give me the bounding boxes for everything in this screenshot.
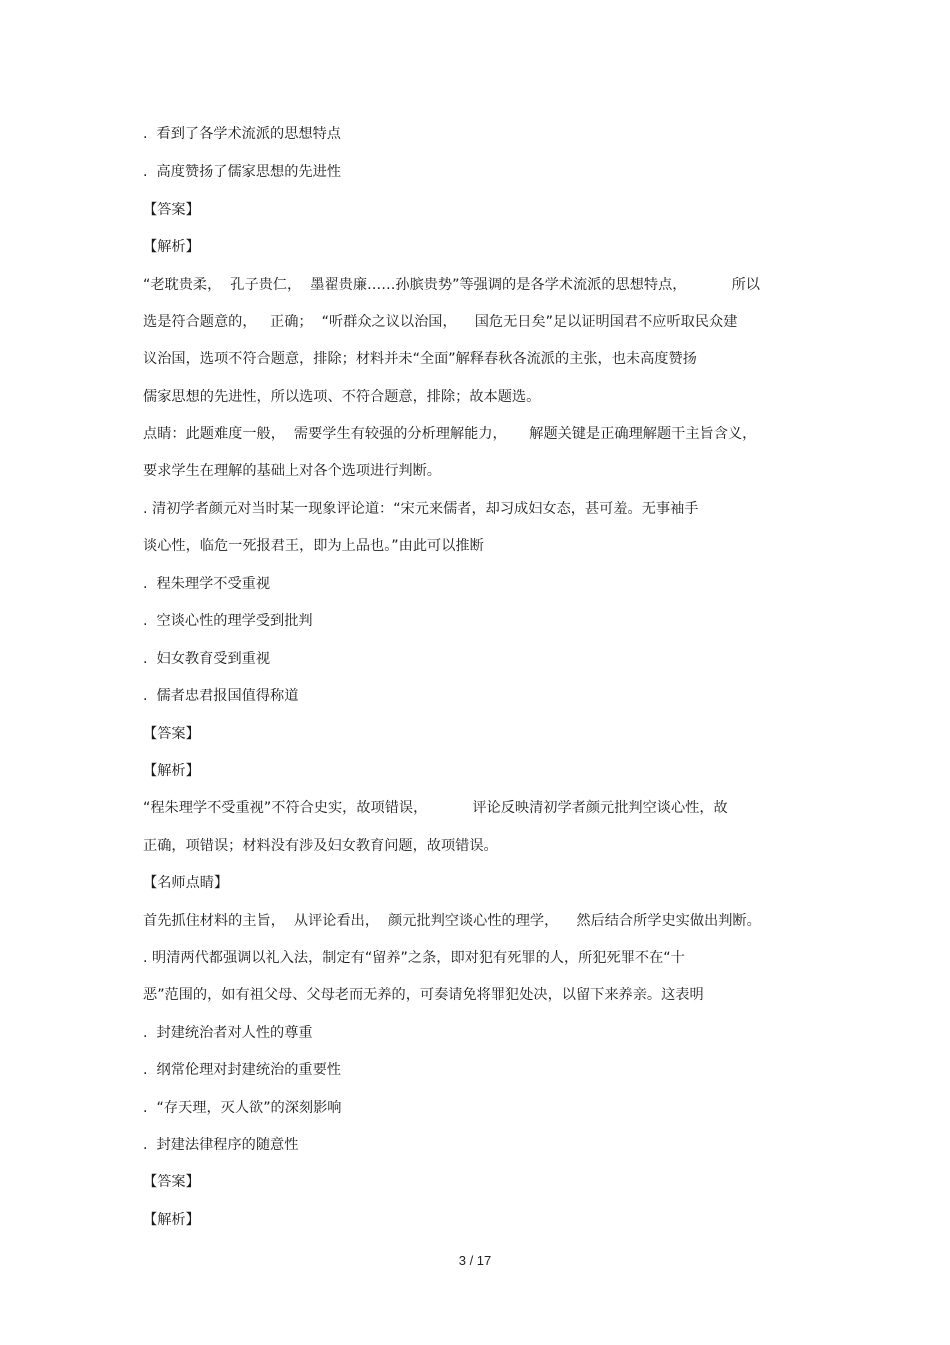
option-line: . 封建法律程序的随意性	[143, 1137, 299, 1153]
analysis-text: 议治国，选项不符合题意，排除；材料并未“全面”解释春秋各流派的主张，也未高度赞扬	[143, 351, 697, 367]
analysis-heading: 【解析】	[143, 1212, 200, 1228]
analysis-heading: 【解析】	[143, 239, 200, 255]
analysis-text: “老耽贵柔， 孔子贵仁， 墨翟贵廉……孙膑贵势”等强调的是各学术流派的思想特点， 所以	[143, 277, 760, 293]
answer-heading: 【答案】	[143, 202, 200, 218]
option-line: . 高度赞扬了儒家思想的先进性	[143, 164, 341, 180]
option-line: . 空谈心性的理学受到批判	[143, 613, 313, 629]
option-line: . 看到了各学术流派的思想特点	[143, 126, 341, 142]
option-line: . 封建统治者对人性的尊重	[143, 1025, 313, 1041]
analysis-text: 正确，项错误；材料没有涉及妇女教育问题，故项错误。	[143, 838, 498, 854]
tip-text: 首先抓住材料的主旨， 从评论看出， 颜元批判空谈心性的理学， 然后结合所学史实做出判断。	[143, 913, 761, 929]
option-line: . 纲常伦理对封建统治的重要性	[143, 1062, 341, 1078]
analysis-text: 选是符合题意的， 正确； “听群众之议以治国， 国危无日矣”足以证明国君不应听取民众建	[143, 314, 738, 330]
question-text: 谈心性，临危一死报君王，即为上品也。”由此可以推断	[143, 538, 484, 554]
option-line: . 妇女教育受到重视	[143, 651, 271, 667]
comment-text: 点睛：此题难度一般， 需要学生有较强的分析理解能力， 解题关键是正确理解题干主旨含义，	[143, 426, 757, 442]
option-line: . 儒者忠君报国值得称道	[143, 688, 299, 704]
question-text: 恶”范围的，如有祖父母、父母老而无养的，可奏请免将罪犯处决，以留下来养亲。这表明	[143, 987, 704, 1003]
comment-text: 要求学生在理解的基础上对各个选项进行判断。	[143, 463, 441, 479]
answer-heading: 【答案】	[143, 1174, 200, 1190]
question-text: . 清初学者颜元对当时某一现象评论道：“宋元来儒者，却习成妇女态，甚可羞。无事袖手	[143, 501, 699, 517]
option-line: . 程朱理学不受重视	[143, 576, 271, 592]
analysis-text: 儒家思想的先进性，所以选项、不符合题意，排除；故本题选。	[143, 389, 541, 405]
analysis-text: “程朱理学不受重视”不符合史实，故项错误， 评论反映清初学者颜元批判空谈心性，故	[143, 800, 728, 816]
analysis-heading: 【解析】	[143, 763, 200, 779]
answer-heading: 【答案】	[143, 726, 200, 742]
page-number: 3 / 17	[458, 1253, 492, 1268]
tip-heading: 【名师点睛】	[143, 875, 229, 891]
question-text: . 明清两代都强调以礼入法，制定有“留养”之条，即对犯有死罪的人，所犯死罪不在“十	[143, 950, 685, 966]
option-line: . “存天理，灭人欲”的深刻影响	[143, 1100, 342, 1116]
